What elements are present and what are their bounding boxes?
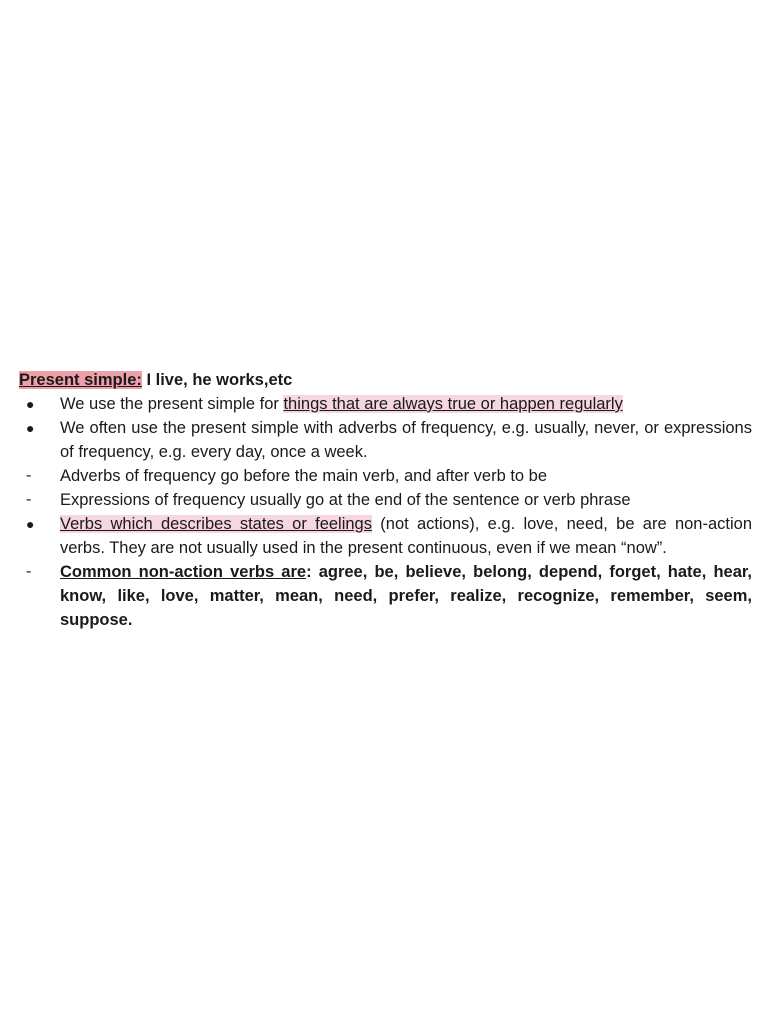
list-item: [19, 416, 752, 464]
dash-marker: -: [26, 491, 32, 508]
bullet-marker: ●: [26, 420, 35, 436]
dash-marker: -: [26, 563, 32, 580]
list-item: [19, 464, 752, 488]
title-examples: I live, he works,etc: [141, 371, 293, 389]
dash-marker: -: [26, 467, 32, 484]
title-highlighted-label: Present simple:: [19, 371, 142, 389]
bullet-marker: ●: [26, 516, 35, 532]
list-item: [19, 512, 752, 560]
list-item-text: [60, 512, 752, 560]
section-title: [19, 368, 752, 392]
list-item-text: [60, 392, 752, 416]
grammar-notes: [19, 368, 752, 632]
item-text-suffix: : agree, be, believe, belong, depend, forget, hate, hear, know, like, love, matter, mean, need, prefer, realize, recognize, remember, seem, suppose.: [60, 563, 752, 629]
list-item: [19, 488, 752, 512]
item-text-suffix: (not actions), e.g. love, need, be are non-action verbs. They are not usually used in the present continuous, even if we mean “now”.: [60, 515, 752, 557]
list-item-text: Expressions of frequency usually go at the end of the sentence or verb phrase: [60, 491, 631, 509]
item-text-prefix: We use the present simple for: [60, 395, 284, 413]
list-item-text: [60, 560, 752, 632]
list-item-text: Adverbs of frequency go before the main verb, and after verb to be: [60, 467, 548, 485]
bullet-marker: ●: [26, 396, 35, 412]
underlined-phrase: Common non-action verbs are: [60, 563, 307, 581]
highlighted-phrase: things that are always true or happen regularly: [283, 395, 623, 413]
highlighted-phrase: Verbs which describes states or feelings: [60, 515, 372, 533]
list-item: [19, 560, 752, 632]
list-item-text: We often use the present simple with adverbs of frequency, e.g. usually, never, or expressions of frequency, e.g. every day, once a week.: [60, 419, 752, 461]
list-item: [19, 392, 752, 416]
